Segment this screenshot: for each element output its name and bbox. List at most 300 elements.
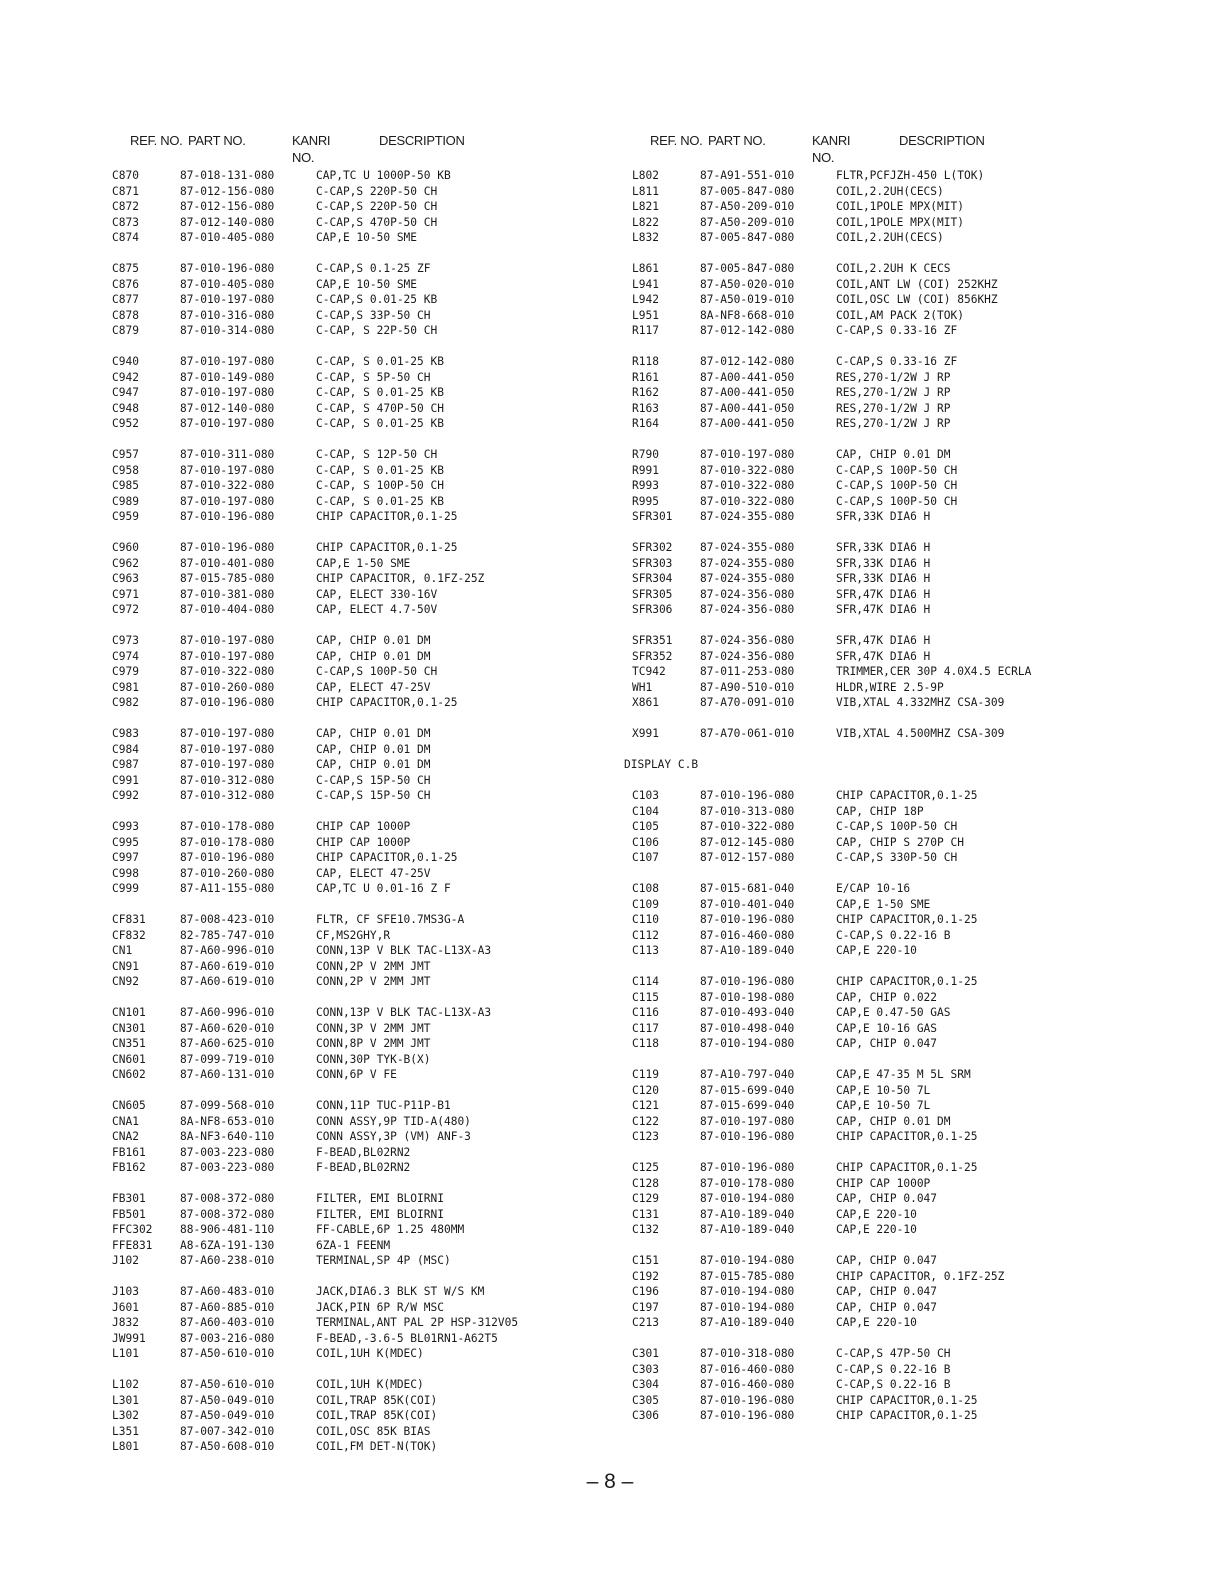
ref-no: C995 (112, 835, 139, 849)
part-row (112, 1284, 582, 1300)
description: CAP, CHIP 0.047 (836, 1300, 938, 1314)
description: 6ZA-1 FEENM (316, 1238, 391, 1252)
part-no: 87-A70-091-010 (700, 696, 795, 709)
part-no: 87-008-372-080 (180, 1192, 275, 1205)
part-row (632, 788, 1102, 804)
part-row (632, 726, 1102, 742)
description: C-CAP, S 0.01-25 KB (316, 463, 444, 477)
description: C-CAP,S 100P-50 CH (836, 494, 958, 508)
part-row (112, 261, 582, 277)
description: CAP, CHIP 0.01 DM (836, 1114, 951, 1128)
ref-no: C122 (632, 1114, 659, 1128)
description: CAP,TC U 1000P-50 KB (316, 169, 451, 182)
part-no: 87-A50-610-010 (180, 1378, 275, 1391)
part-no: 87-010-312-080 (180, 773, 275, 787)
description-header: DESCRIPTION (899, 133, 985, 148)
description: FLTR, CF SFE10.7MS3G-A (316, 913, 465, 926)
part-row (112, 277, 582, 293)
part-no: 87-024-356-080 (700, 649, 795, 663)
part-row (632, 928, 1102, 944)
ref-no: C151 (632, 1254, 659, 1267)
part-no: 87-A00-441-050 (700, 370, 795, 384)
ref-no: C873 (112, 215, 139, 229)
part-no: 87-010-196-080 (700, 1393, 795, 1407)
ref-no: L951 (632, 308, 659, 322)
part-group (112, 1377, 582, 1455)
part-group (112, 540, 582, 618)
part-no: 87-A60-238-010 (180, 1254, 275, 1267)
description: C-CAP, S 0.01-25 KB (316, 417, 444, 430)
part-row (112, 168, 582, 184)
ref-no: L302 (112, 1409, 139, 1422)
description: CONN ASSY,9P TID-A(480) (316, 1114, 471, 1128)
description: CAP, CHIP S 270P CH (836, 835, 964, 849)
description: C-CAP, S 470P-50 CH (316, 401, 444, 415)
ref-no: WH1 (632, 680, 653, 694)
ref-no: X861 (632, 696, 659, 709)
part-no: 87-012-157-080 (700, 851, 795, 864)
part-row (112, 1408, 582, 1424)
part-no: 87-010-312-080 (180, 789, 275, 802)
ref-no: C304 (632, 1378, 659, 1391)
ref-no: C871 (112, 184, 139, 198)
part-row (112, 370, 582, 386)
part-row (632, 1253, 1102, 1269)
part-no: 87-010-260-080 (180, 680, 275, 694)
part-row (112, 1424, 582, 1440)
ref-no: L351 (112, 1424, 139, 1438)
description: CAP, CHIP 0.047 (836, 1285, 938, 1298)
part-group (112, 1005, 582, 1083)
part-group (112, 726, 582, 804)
ref-no: JW991 (112, 1331, 146, 1345)
part-row (632, 974, 1102, 990)
part-row (632, 308, 1102, 324)
part-group (632, 881, 1102, 959)
description: CAP, CHIP 0.01 DM (836, 448, 951, 461)
part-row (632, 1067, 1102, 1083)
part-row (112, 1005, 582, 1021)
ref-no: R995 (632, 494, 659, 508)
ref-no: L801 (112, 1440, 139, 1453)
ref-no: C952 (112, 417, 139, 430)
part-no: 87-010-178-080 (180, 820, 275, 833)
description: CHIP CAP 1000P (316, 835, 411, 849)
ref-no: C984 (112, 742, 139, 756)
ref-no: C113 (632, 944, 659, 957)
ref-no: CN301 (112, 1021, 146, 1035)
ref-no: C197 (632, 1300, 659, 1314)
part-no: 87-008-423-010 (180, 913, 275, 926)
description: CAP, CHIP 0.01 DM (316, 649, 431, 663)
part-no: 87-010-498-040 (700, 1021, 795, 1035)
part-row (632, 943, 1102, 959)
part-no: 87-010-313-080 (700, 804, 795, 818)
ref-no: SFR302 (632, 541, 673, 554)
ref-no: C116 (632, 1006, 659, 1019)
ref-no: C942 (112, 370, 139, 384)
part-row (112, 1238, 582, 1254)
part-row (112, 184, 582, 200)
part-no: 87-015-785-080 (180, 572, 275, 585)
description: CAP,E 220-10 (836, 1223, 917, 1236)
part-row (112, 959, 582, 975)
part-row (112, 695, 582, 711)
ref-no: CNA1 (112, 1114, 139, 1128)
ref-no: C872 (112, 200, 139, 213)
ref-no: C997 (112, 851, 139, 864)
part-row (632, 478, 1102, 494)
part-no: 87-011-253-080 (700, 665, 795, 678)
ref-no: SFR351 (632, 634, 673, 647)
part-no: 87-010-318-080 (700, 1347, 795, 1360)
part-row (112, 649, 582, 665)
ref-no: CN601 (112, 1052, 146, 1066)
part-no: 87-010-196-080 (700, 1130, 795, 1143)
part-row (112, 401, 582, 417)
part-row (632, 463, 1102, 479)
description: CHIP CAPACITOR,0.1-25 (316, 851, 458, 864)
ref-no: C192 (632, 1269, 659, 1283)
display-section-title: DISPLAY C.B (624, 758, 699, 771)
part-no: 87-A60-483-010 (180, 1285, 275, 1298)
part-no: 8A-NF3-640-110 (180, 1130, 275, 1143)
part-no: 87-010-197-080 (180, 494, 275, 508)
part-row (112, 943, 582, 959)
ref-no: SFR303 (632, 556, 673, 570)
part-no: 87-A50-049-010 (180, 1409, 275, 1422)
part-no: 87-010-197-080 (180, 463, 275, 477)
part-row (112, 633, 582, 649)
part-row (112, 571, 582, 587)
ref-no: C305 (632, 1393, 659, 1407)
description: TRIMMER,CER 30P 4.0X4.5 ECRLA (836, 665, 1032, 678)
ref-no: L832 (632, 231, 659, 244)
description: JACK,DIA6.3 BLK ST W/S KM (316, 1285, 485, 1298)
part-no: 87-A60-620-010 (180, 1021, 275, 1035)
ref-no: L802 (632, 169, 659, 182)
ref-no: SFR304 (632, 572, 673, 585)
ref-no: C104 (632, 804, 659, 818)
ref-no: L822 (632, 215, 659, 229)
part-row (112, 354, 582, 370)
description: SFR,33K DIA6 H (836, 510, 931, 523)
part-no: 87-010-401-080 (180, 556, 275, 570)
part-no: 87-010-178-080 (180, 835, 275, 849)
part-no: 87-005-847-080 (700, 262, 795, 275)
description: C-CAP,S 220P-50 CH (316, 200, 438, 213)
part-no: 87-A00-441-050 (700, 401, 795, 415)
description: C-CAP, S 100P-50 CH (316, 479, 444, 492)
ref-no: C993 (112, 820, 139, 833)
description: CONN ASSY,3P (VM) ANF-3 (316, 1130, 471, 1143)
part-no: 87-012-142-080 (700, 324, 795, 337)
description: CAP, ELECT 47-25V (316, 680, 431, 694)
part-no: 87-A60-996-010 (180, 944, 275, 957)
part-group (632, 354, 1102, 432)
ref-no: C105 (632, 820, 659, 833)
part-row (112, 1052, 582, 1068)
part-row (632, 835, 1102, 851)
part-row (632, 416, 1102, 432)
part-row (632, 1300, 1102, 1316)
part-no: 87-010-197-080 (180, 649, 275, 663)
part-row (632, 1222, 1102, 1238)
part-group (632, 261, 1102, 339)
kanri-no-header: KANRI NO. (812, 133, 851, 165)
part-no: 87-024-356-080 (700, 587, 795, 601)
part-row (632, 1346, 1102, 1362)
part-row (632, 168, 1102, 184)
ref-no: L861 (632, 262, 659, 275)
part-row (112, 1114, 582, 1130)
description: CHIP CAPACITOR,0.1-25 (836, 789, 978, 802)
description: C-CAP, S 5P-50 CH (316, 370, 431, 384)
description: CHIP CAPACITOR,0.1-25 (836, 975, 978, 988)
ref-no: C940 (112, 355, 139, 368)
part-no: 87-012-156-080 (180, 200, 275, 213)
description: CAP,E 220-10 (836, 1316, 917, 1329)
part-row (112, 866, 582, 882)
part-row (632, 819, 1102, 835)
part-row (632, 1362, 1102, 1378)
part-no: 87-010-196-080 (180, 510, 275, 523)
description: CAP, CHIP 0.047 (836, 1192, 938, 1205)
part-no: 87-010-194-080 (700, 1300, 795, 1314)
description: RES,270-1/2W J RP (836, 417, 951, 430)
description: CAP,E 10-50 SME (316, 277, 418, 291)
description: VIB,XTAL 4.500MHZ CSA-309 (836, 727, 1005, 740)
part-no: 87-A50-610-010 (180, 1347, 275, 1360)
part-no: 87-010-178-080 (700, 1176, 795, 1190)
part-row (632, 447, 1102, 463)
description: CONN,3P V 2MM JMT (316, 1021, 431, 1035)
description: CAP,E 10-50 SME (316, 231, 418, 244)
part-no: 8A-NF8-653-010 (180, 1114, 275, 1128)
part-no: 87-024-356-080 (700, 603, 795, 616)
description: CHIP CAPACITOR,0.1-25 (316, 696, 458, 709)
part-no: 87-012-140-080 (180, 401, 275, 415)
description: VIB,XTAL 4.332MHZ CSA-309 (836, 696, 1005, 709)
part-no: 87-010-196-080 (700, 913, 795, 926)
ref-no: C118 (632, 1037, 659, 1050)
description: C-CAP, S 0.01-25 KB (316, 355, 444, 368)
ref-no: TC942 (632, 665, 666, 678)
ref-no: C981 (112, 680, 139, 694)
ref-no: FB501 (112, 1207, 146, 1221)
part-group (112, 261, 582, 339)
ref-no: R991 (632, 463, 659, 477)
description: COIL,TRAP 85K(COI) (316, 1409, 438, 1422)
description: CAP, ELECT 330-16V (316, 587, 438, 601)
ref-no: C213 (632, 1316, 659, 1329)
part-no: 87-024-355-080 (700, 572, 795, 585)
description: C-CAP,S 0.01-25 KB (316, 293, 438, 306)
part-no: 87-A10-189-040 (700, 1316, 795, 1329)
description: C-CAP,S 0.22-16 B (836, 1378, 951, 1391)
part-row (112, 773, 582, 789)
part-no: 87-007-342-010 (180, 1424, 275, 1438)
part-no: 87-A60-625-010 (180, 1037, 275, 1050)
description: TERMINAL,SP 4P (MSC) (316, 1254, 451, 1267)
description: COIL,1POLE MPX(MIT) (836, 215, 964, 229)
part-no: 87-010-196-080 (180, 851, 275, 864)
ref-no: C306 (632, 1409, 659, 1422)
part-row (112, 587, 582, 603)
part-row (112, 478, 582, 494)
part-row (112, 308, 582, 324)
part-no: 87-010-314-080 (180, 324, 275, 337)
part-row (112, 1393, 582, 1409)
part-no: 87-010-493-040 (700, 1006, 795, 1019)
part-row (112, 602, 582, 618)
ref-no: C125 (632, 1161, 659, 1174)
ref-no: C119 (632, 1068, 659, 1081)
description: SFR,47K DIA6 H (836, 649, 931, 663)
column-header (632, 130, 1102, 168)
part-row (112, 1207, 582, 1223)
description: F-BEAD,-3.6-5 BL01RN1-A62T5 (316, 1331, 498, 1345)
description: CAP,E 10-16 GAS (836, 1021, 938, 1035)
part-no: 87-A60-996-010 (180, 1006, 275, 1019)
ref-no: SFR306 (632, 603, 673, 616)
part-row (112, 463, 582, 479)
description: E/CAP 10-16 (836, 882, 911, 895)
description: CHIP CAP 1000P (316, 820, 411, 833)
ref-no: C992 (112, 789, 139, 802)
display-parts-list (632, 788, 1102, 1424)
ref-no: C983 (112, 727, 139, 740)
part-row (632, 990, 1102, 1006)
part-row (632, 385, 1102, 401)
part-row (632, 494, 1102, 510)
part-row (112, 1222, 582, 1238)
description: CAP,E 220-10 (836, 1207, 917, 1221)
description: CONN,13P V BLK TAC-L13X-A3 (316, 944, 492, 957)
ref-no: L811 (632, 184, 659, 198)
ref-no: C962 (112, 556, 139, 570)
part-row (632, 804, 1102, 820)
part-no: 87-016-460-080 (700, 928, 795, 942)
description: CAP, CHIP 0.01 DM (316, 742, 431, 756)
part-row (112, 974, 582, 990)
part-row (112, 1377, 582, 1393)
ref-no: CN1 (112, 944, 133, 957)
part-no: 87-A91-551-010 (700, 169, 795, 182)
ref-no: C948 (112, 401, 139, 415)
part-no: 87-010-322-080 (700, 494, 795, 508)
part-no-header: PART NO. (708, 133, 766, 148)
ref-no: C123 (632, 1130, 659, 1143)
description: CHIP CAPACITOR, 0.1FZ-25Z (316, 572, 485, 585)
description: COIL,2.2UH(CECS) (836, 231, 944, 244)
part-row (112, 509, 582, 525)
description: C-CAP, S 0.01-25 KB (316, 386, 444, 399)
ref-no: L301 (112, 1393, 139, 1407)
part-no: 87-A50-209-010 (700, 215, 795, 229)
part-no: 87-024-356-080 (700, 634, 795, 647)
ref-no: C117 (632, 1021, 659, 1035)
page-number: – 8 – (586, 1470, 634, 1493)
description: CAP, CHIP 0.01 DM (316, 634, 431, 647)
part-no: 88-906-481-110 (180, 1223, 275, 1236)
part-no: 8A-NF8-668-010 (700, 308, 795, 322)
part-row (112, 1098, 582, 1114)
ref-no: C958 (112, 463, 139, 477)
part-row (112, 323, 582, 339)
part-row (632, 401, 1102, 417)
description: RES,270-1/2W J RP (836, 401, 951, 415)
part-group (112, 819, 582, 897)
description: C-CAP,S 220P-50 CH (316, 184, 438, 198)
description: CHIP CAPACITOR,0.1-25 (836, 1130, 978, 1143)
part-no: 87-A50-020-010 (700, 277, 795, 291)
description: COIL,AM PACK 2(TOK) (836, 308, 964, 322)
part-row (632, 261, 1102, 277)
description: RES,270-1/2W J RP (836, 370, 951, 384)
part-row (632, 1160, 1102, 1176)
part-no: 87-A00-441-050 (700, 417, 795, 430)
ref-no: C107 (632, 851, 659, 864)
ref-no: L821 (632, 200, 659, 213)
ref-no: C982 (112, 696, 139, 709)
description: CHIP CAPACITOR,0.1-25 (836, 913, 978, 926)
ref-no: CN602 (112, 1068, 146, 1081)
part-row (112, 1145, 582, 1161)
column-header (112, 130, 582, 168)
ref-no: C131 (632, 1207, 659, 1221)
part-row (632, 1036, 1102, 1052)
part-no: 87-099-568-010 (180, 1099, 275, 1112)
ref-no: C878 (112, 308, 139, 322)
part-no: 87-010-149-080 (180, 370, 275, 384)
part-row (632, 184, 1102, 200)
ref-no: C301 (632, 1347, 659, 1360)
description: CAP, CHIP 0.01 DM (316, 758, 431, 771)
part-no: 87-005-847-080 (700, 184, 795, 198)
ref-no-header: REF. NO. (130, 133, 183, 148)
description: C-CAP,S 15P-50 CH (316, 789, 431, 802)
part-group (112, 1098, 582, 1176)
ref-no: J601 (112, 1300, 139, 1314)
part-row (632, 664, 1102, 680)
ref-no: CNA2 (112, 1130, 139, 1143)
part-row (112, 757, 582, 773)
ref-no: L101 (112, 1347, 139, 1360)
part-row (112, 1439, 582, 1455)
ref-no: FFE831 (112, 1238, 153, 1252)
ref-no: C877 (112, 293, 139, 306)
description: TERMINAL,ANT PAL 2P HSP-312V05 (316, 1316, 519, 1329)
ref-no: FB301 (112, 1192, 146, 1205)
description: CAP, ELECT 4.7-50V (316, 603, 438, 616)
description: COIL,1UH K(MDEC) (316, 1347, 424, 1360)
part-no: 87-A60-619-010 (180, 959, 275, 973)
description: CAP,E 10-50 7L (836, 1099, 931, 1112)
ref-no: C971 (112, 587, 139, 601)
part-row (632, 230, 1102, 246)
part-row (632, 912, 1102, 928)
ref-no: C963 (112, 572, 139, 585)
description: CAP, CHIP 0.01 DM (316, 727, 431, 740)
part-row (112, 1346, 582, 1362)
part-no: 87-010-196-080 (180, 696, 275, 709)
ref-no: C998 (112, 866, 139, 880)
part-row (112, 230, 582, 246)
part-no: 87-003-216-080 (180, 1331, 275, 1345)
part-row (112, 540, 582, 556)
description: C-CAP,S 100P-50 CH (836, 820, 958, 833)
